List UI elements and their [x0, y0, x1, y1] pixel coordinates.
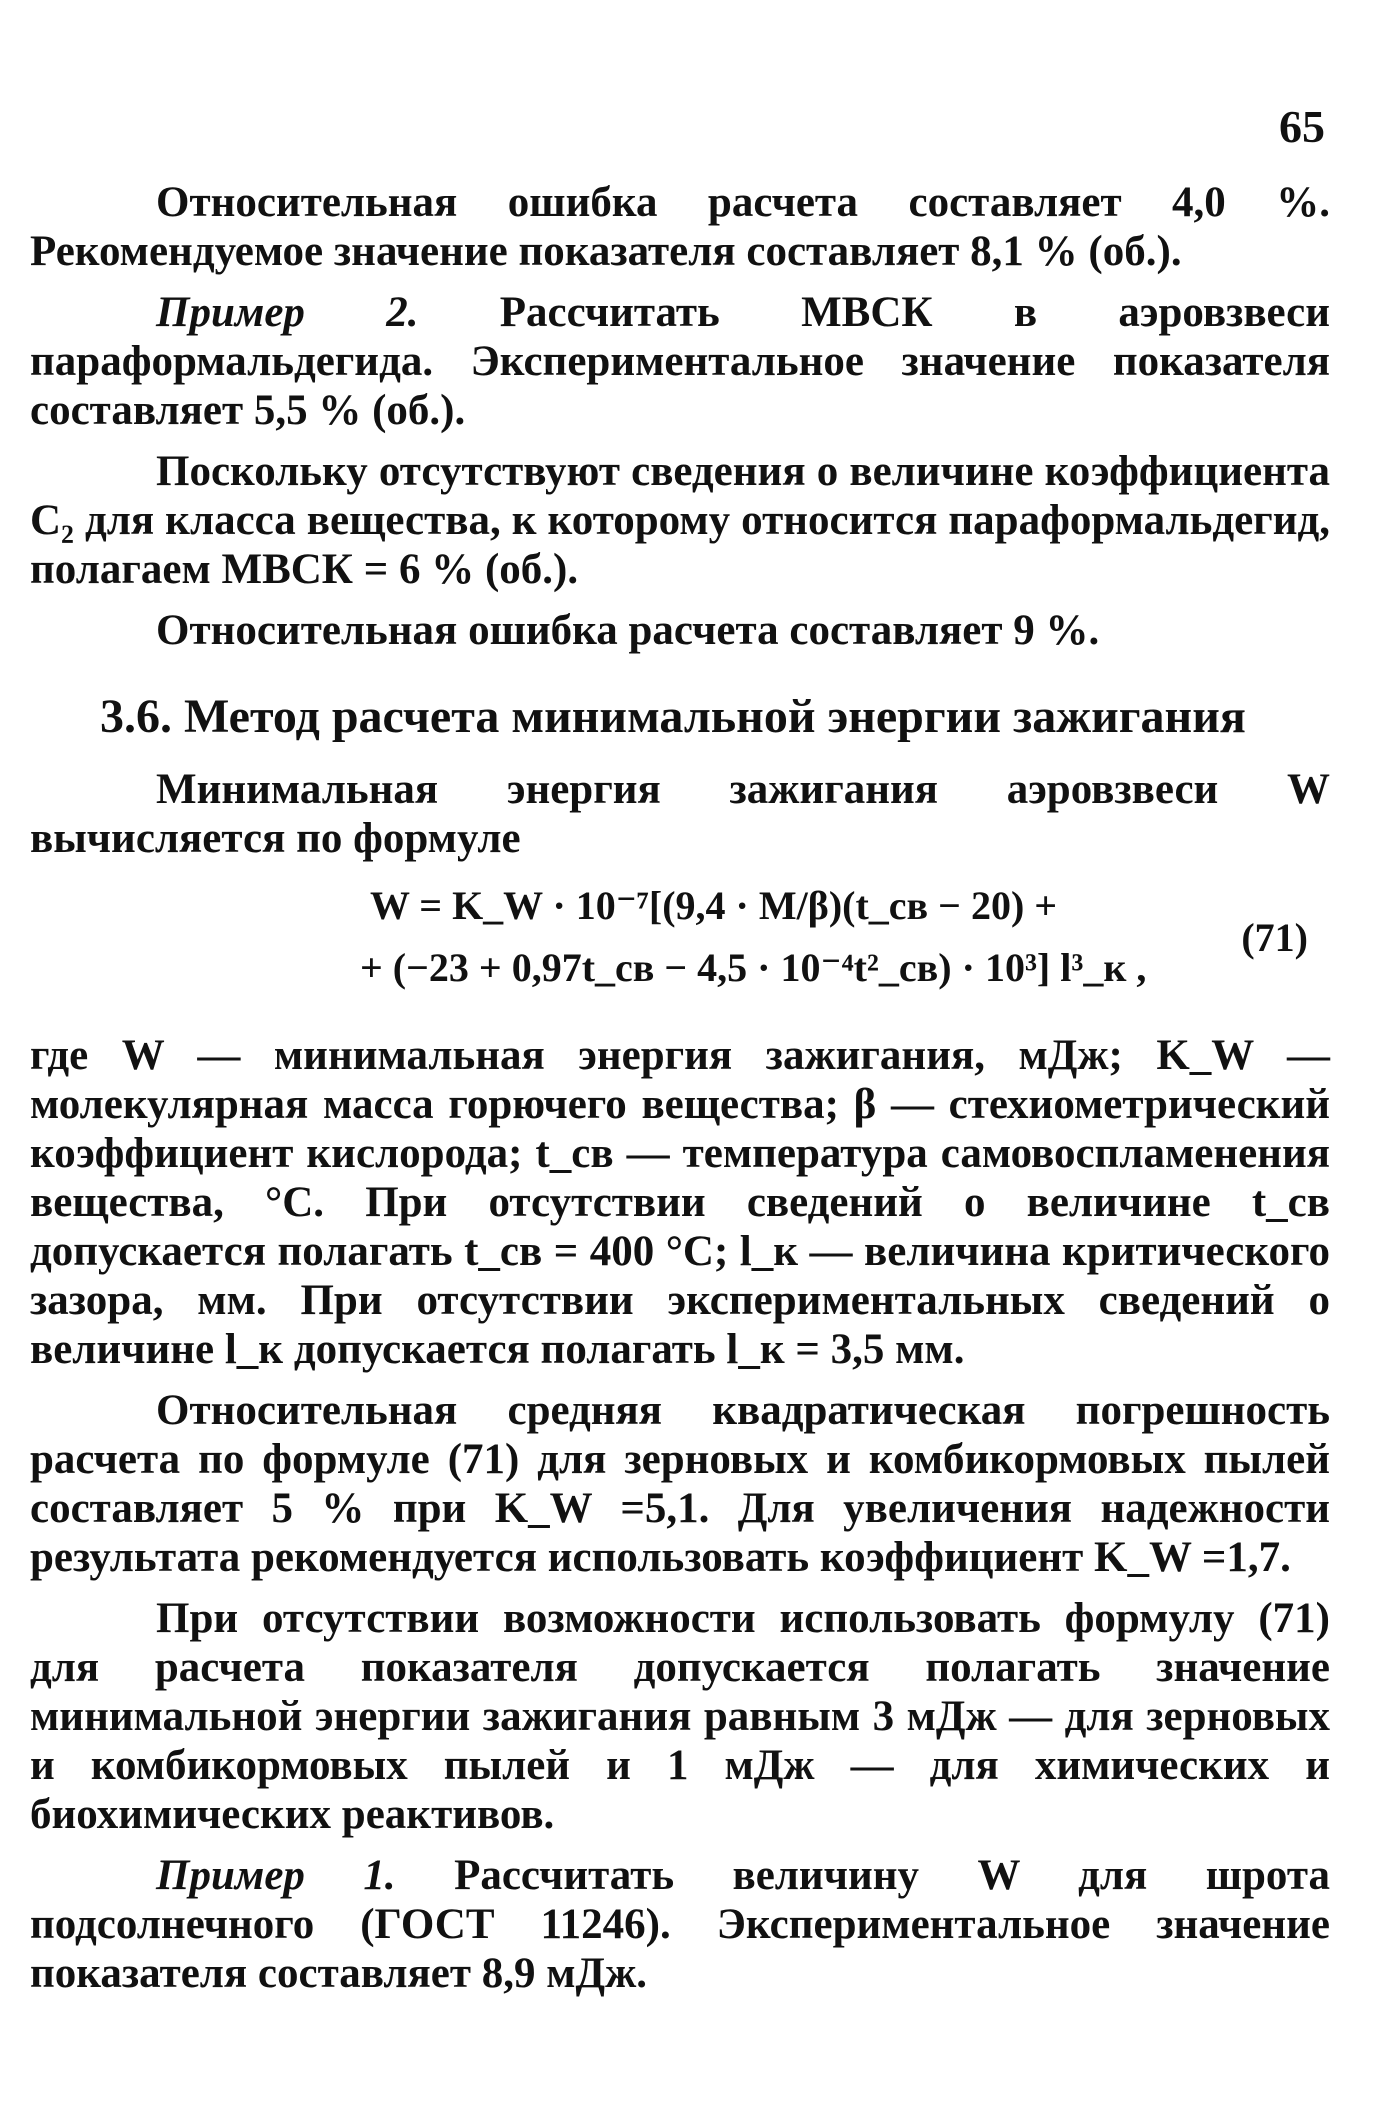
page-number: 65 — [1279, 101, 1325, 152]
paragraph-coefficient: Поскольку отсутствуют сведения о величине коэффициента C₂ для класса вещества, к которому относится параформальдегид, полагаем МВСК = 6 % (об.). — [30, 448, 1330, 593]
formula-71 — [30, 871, 1330, 1019]
paragraph-error-5: Относительная средняя квадратическая погрешность расчета по формуле (71) для зерновых и комбикормовых пылей составляет 5 % при K_W =5,1. Для увеличения надежности результата рекомендуется использовать коэффициент K_W =1,7. — [30, 1387, 1330, 1581]
example-2-label: Пример 2. — [156, 289, 419, 336]
where-block — [30, 1031, 1330, 1374]
formula-line-2: + (−23 + 0,97t_св − 4,5 · 10⁻⁴t²_св) · 10³] l³_к , — [360, 945, 1147, 990]
page-text — [30, 178, 1330, 2010]
paragraph-error-9: Относительная ошибка расчета составляет 9 %. — [156, 607, 1100, 654]
paragraph-example-2 — [30, 288, 1330, 435]
paragraph-error-4: Относительная ошибка расчета составляет 4,0 %. Рекомендуемое значение показателя составляет 8,1 % (об.). — [30, 179, 1330, 275]
paragraph-alternative: При отсутствии возможности использовать формулу (71) для расчета показателя допускается полагать значение минимальной энергии зажигания равным 3 мДж — для зерновых и комбикормовых пылей и 1 мДж — для химических и биохимических реактивов. — [30, 1595, 1330, 1838]
section-title: 3.6. Метод расчета минимальной энергии зажигания — [100, 690, 1246, 743]
example-1-text: Рассчитать величину W для шрота подсолнечного (ГОСТ 11246). Экспериментальное значение показателя составляет 8,9 мДж. — [30, 1852, 1331, 1997]
example-2-text: Рассчитать МВСК в аэровзвеси параформальдегида. Экспериментальное значение показателя составляет 5,5 % (об.). — [30, 289, 1331, 434]
example-1-label: Пример 1. — [156, 1852, 396, 1899]
formula-line-1: W = K_W · 10⁻⁷[(9,4 · M/β)(t_св − 20) + — [370, 883, 1058, 928]
where-paragraph: где W — минимальная энергия зажигания, мДж; K_W — молекулярная масса горючего вещества; β — стехиометрический коэффициент кислорода; t_св — температура самовоспламенения вещества, °С. При отсутствии сведений о величине t_св допускается полагать t_св = 400 °С; l_к — величина критического зазора, мм. При отсутствии экспериментальных сведений о величине l_к допускается полагать l_к = 3,5 мм. — [30, 1032, 1330, 1373]
paragraph-example-1 — [30, 1851, 1330, 1998]
formula-number: (71) — [1241, 915, 1308, 960]
formula-intro: Минимальная энергия зажигания аэровзвеси W вычисляется по формуле — [30, 766, 1330, 862]
